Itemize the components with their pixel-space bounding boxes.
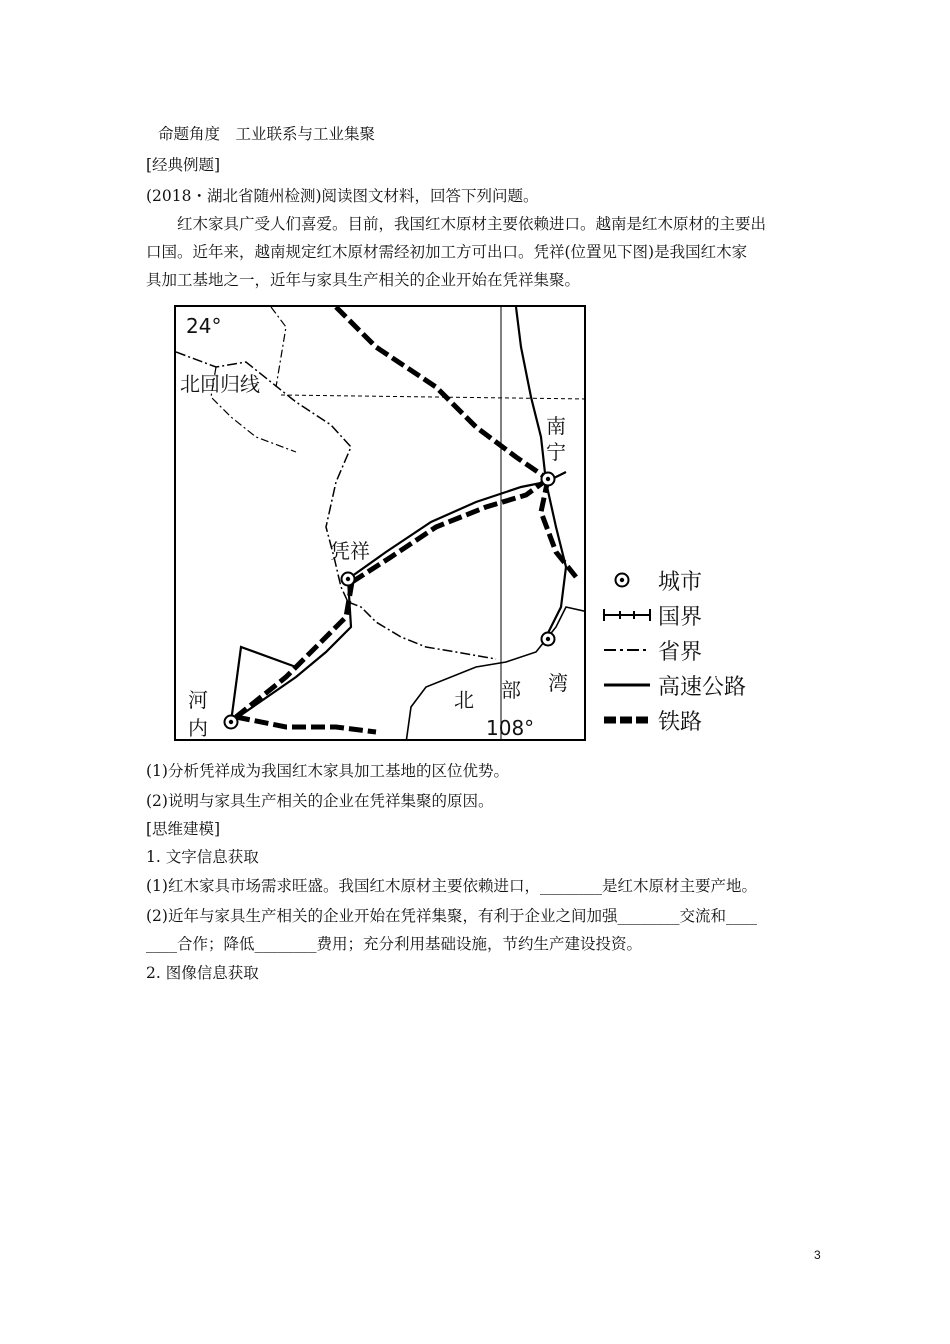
legend-label-railway: 铁路 xyxy=(658,710,703,735)
page-number: 3 xyxy=(814,1248,821,1262)
question-1: (1)分析凭祥成为我国红木家具加工基地的区位优势。 xyxy=(146,762,509,780)
highway-icon xyxy=(602,673,652,697)
nanning-label-2: 宁 xyxy=(546,440,566,464)
city-pingxiang xyxy=(342,573,355,586)
legend-label-city: 城市 xyxy=(658,570,703,595)
province-border-north xyxy=(271,307,286,387)
example-label: [经典例题] xyxy=(146,156,221,174)
city-hanoi xyxy=(225,716,238,729)
question-2: (2)说明与家具生产相关的企业在凭祥集聚的原因。 xyxy=(146,792,494,810)
province-border-icon xyxy=(602,638,652,662)
legend-label-national-border: 国界 xyxy=(658,605,703,630)
hanoi-label-1: 河 xyxy=(188,688,208,712)
nanning-label-1: 南 xyxy=(546,414,566,438)
legend-city xyxy=(598,562,788,597)
map-legend xyxy=(598,562,788,737)
legend-label-highway: 高速公路 xyxy=(658,675,747,700)
fill-line-1: (1)红木家具市场需求旺盛。我国红木原材主要依赖进口，________是红木原材主要产地。 xyxy=(146,877,757,895)
legend-province-border xyxy=(598,632,788,667)
step-2-heading: 2. 图像信息获取 xyxy=(146,964,259,982)
longitude-label: 108° xyxy=(486,716,535,740)
gulf-label-2: 部 xyxy=(501,678,521,702)
tropic-label: 北回归线 xyxy=(180,372,260,396)
pingxiang-label: 凭祥 xyxy=(330,539,370,563)
city-coast xyxy=(542,633,555,646)
paragraph-line-2: 口国。近年来，越南规定红木原材需经初加工方可出口。凭祥(位置见下图)是我国红木家 xyxy=(146,243,748,261)
paragraph-line-3: 具加工基地之一，近年与家具生产相关的企业开始在凭祥集聚。 xyxy=(146,271,581,289)
highway-north xyxy=(516,307,546,482)
national-border-icon xyxy=(602,603,652,627)
railway-icon xyxy=(602,708,652,732)
city-symbol-icon xyxy=(602,568,642,592)
latitude-label: 24° xyxy=(186,314,222,338)
map xyxy=(174,305,586,741)
gulf-label-3: 湾 xyxy=(548,671,568,695)
section-heading: 命题角度 工业联系与工业集聚 xyxy=(158,125,376,143)
legend-highway xyxy=(598,667,788,702)
national-border-south xyxy=(348,602,496,659)
railway-south xyxy=(541,479,576,577)
legend-railway xyxy=(598,702,788,737)
hanoi-label-2: 内 xyxy=(188,716,208,740)
city-nanning xyxy=(542,473,555,486)
railway xyxy=(352,479,548,582)
highway xyxy=(348,472,566,579)
legend-national-border xyxy=(598,597,788,632)
legend-label-province-border: 省界 xyxy=(658,640,703,665)
fill-line-3: ____合作；降低________费用；充分利用基础设施，节约生产建设投资。 xyxy=(146,935,643,953)
tropic-line xyxy=(281,395,586,399)
railway-hanoi xyxy=(236,582,352,717)
thinking-label: [思维建模] xyxy=(146,820,221,838)
source-line: (2018・湖北省随州检测)阅读图文材料，回答下列问题。 xyxy=(146,187,539,205)
step-1-heading: 1. 文字信息获取 xyxy=(146,848,259,866)
railway-north xyxy=(336,307,548,479)
paragraph-line-1: 红木家具广受人们喜爱。目前，我国红木原材主要依赖进口。越南是红木原材的主要出 xyxy=(146,215,767,233)
railway-west xyxy=(236,717,376,732)
fill-line-2: (2)近年与家具生产相关的企业开始在凭祥集聚，有利于企业之间加强________交流和____ xyxy=(146,907,757,925)
gulf-label-1: 北 xyxy=(454,688,474,712)
